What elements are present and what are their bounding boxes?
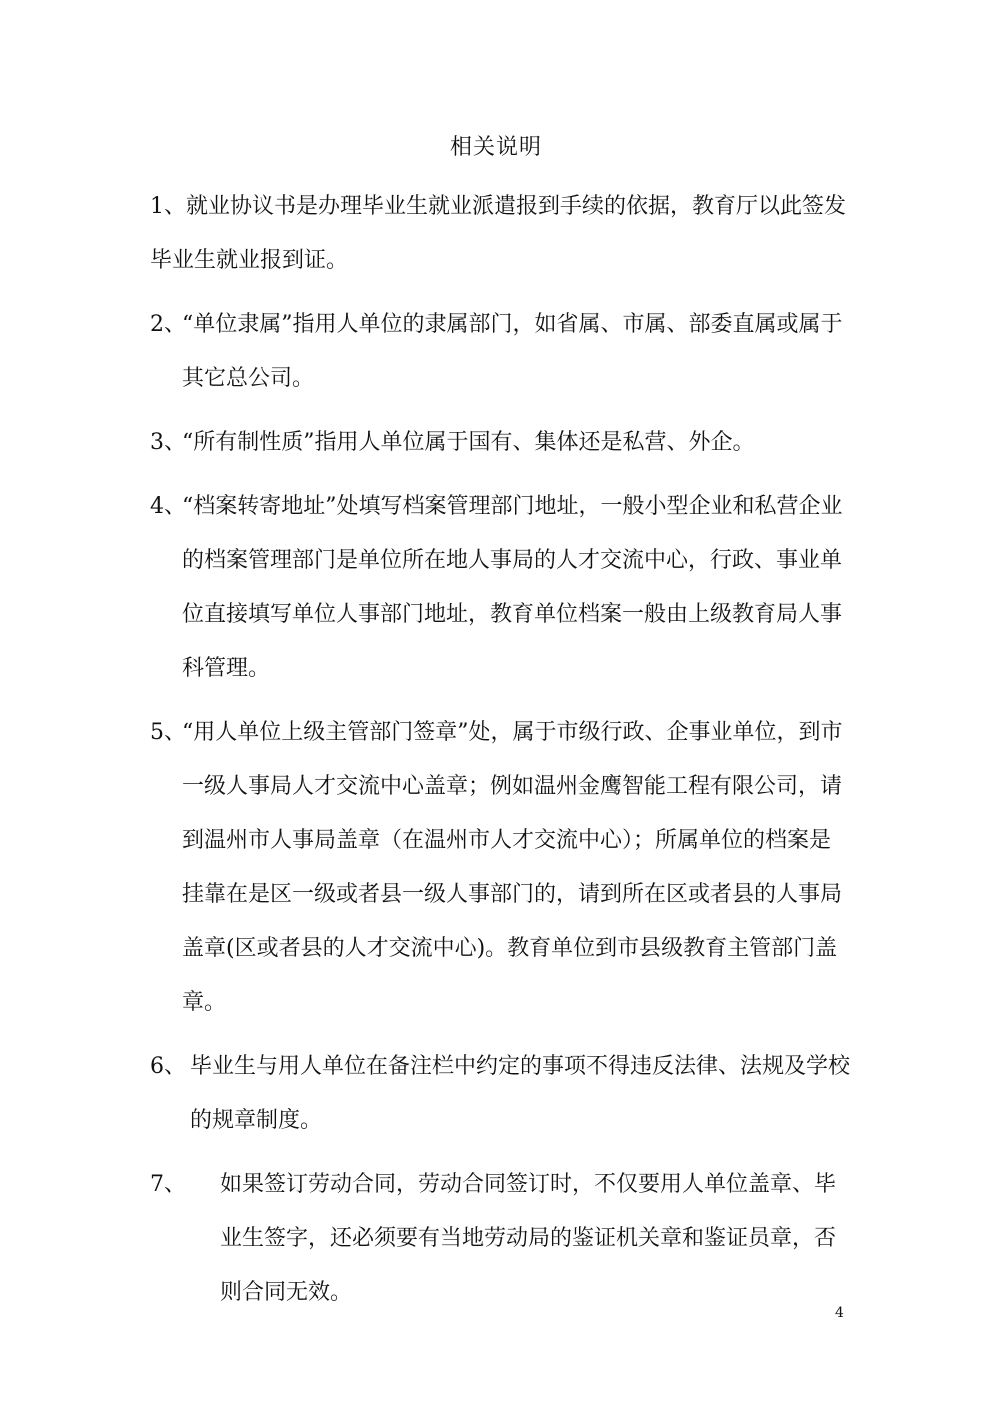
list-item <box>150 298 850 406</box>
item-number: 4、 <box>150 494 186 519</box>
item-text: “档案转寄地址”处填写档案管理部门地址，一般小型企业和私营企业的档案管理部门是单位所在地人事局的人才交流中心，行政、事业单位直接填写单位人事部门地址，教育单位档案一般由上级教育局人事科管理。 <box>182 494 843 681</box>
item-text: 如果签订劳动合同，劳动合同签订时，不仅要用人单位盖章、毕业生签字，还必须要有当地劳动局的鉴证机关章和鉴证员章，否则合同无效。 <box>220 1172 837 1305</box>
item-text: 毕业生与用人单位在备注栏中约定的事项不得违反法律、法规及学校的规章制度。 <box>190 1054 851 1133</box>
item-text: “用人单位上级主管部门签章”处，属于市级行政、企事业单位，到市一级人事局人才交流中心盖章；例如温州金鹰智能工程有限公司，请到温州市人事局盖章（在温州市人才交流中心）；所属单位的档案是挂靠在是区一级或者县一级人事部门的，请到所在区或者县的人事局盖章(区或者县的人才交流中心)。教育单位到市县级教育主管部门盖章。 <box>182 720 843 1015</box>
item-text: 就业协议书是办理毕业生就业派遣报到手续的依据，教育厅以此签发毕业生就业报到证。 <box>150 194 847 273</box>
item-number: 7、 <box>150 1172 186 1197</box>
item-number: 5、 <box>150 720 186 745</box>
list-item <box>150 416 850 470</box>
item-number: 1、 <box>150 194 186 219</box>
list-item <box>150 1040 850 1148</box>
list-item <box>150 180 850 288</box>
list-item <box>150 1158 850 1320</box>
page-title: 相关说明 <box>449 135 542 160</box>
item-number: 6、 <box>150 1054 186 1079</box>
list-item <box>150 480 850 696</box>
page-number: 4 <box>835 1305 844 1321</box>
item-number: 3、 <box>150 430 186 455</box>
item-number: 2、 <box>150 312 186 337</box>
list-item <box>150 706 850 1030</box>
item-text: “单位隶属”指用人单位的隶属部门，如省属、市属、部委直属或属于其它总公司。 <box>182 312 843 391</box>
instruction-list <box>150 180 850 1330</box>
item-text: “所有制性质”指用人单位属于国有、集体还是私营、外企。 <box>182 430 755 455</box>
